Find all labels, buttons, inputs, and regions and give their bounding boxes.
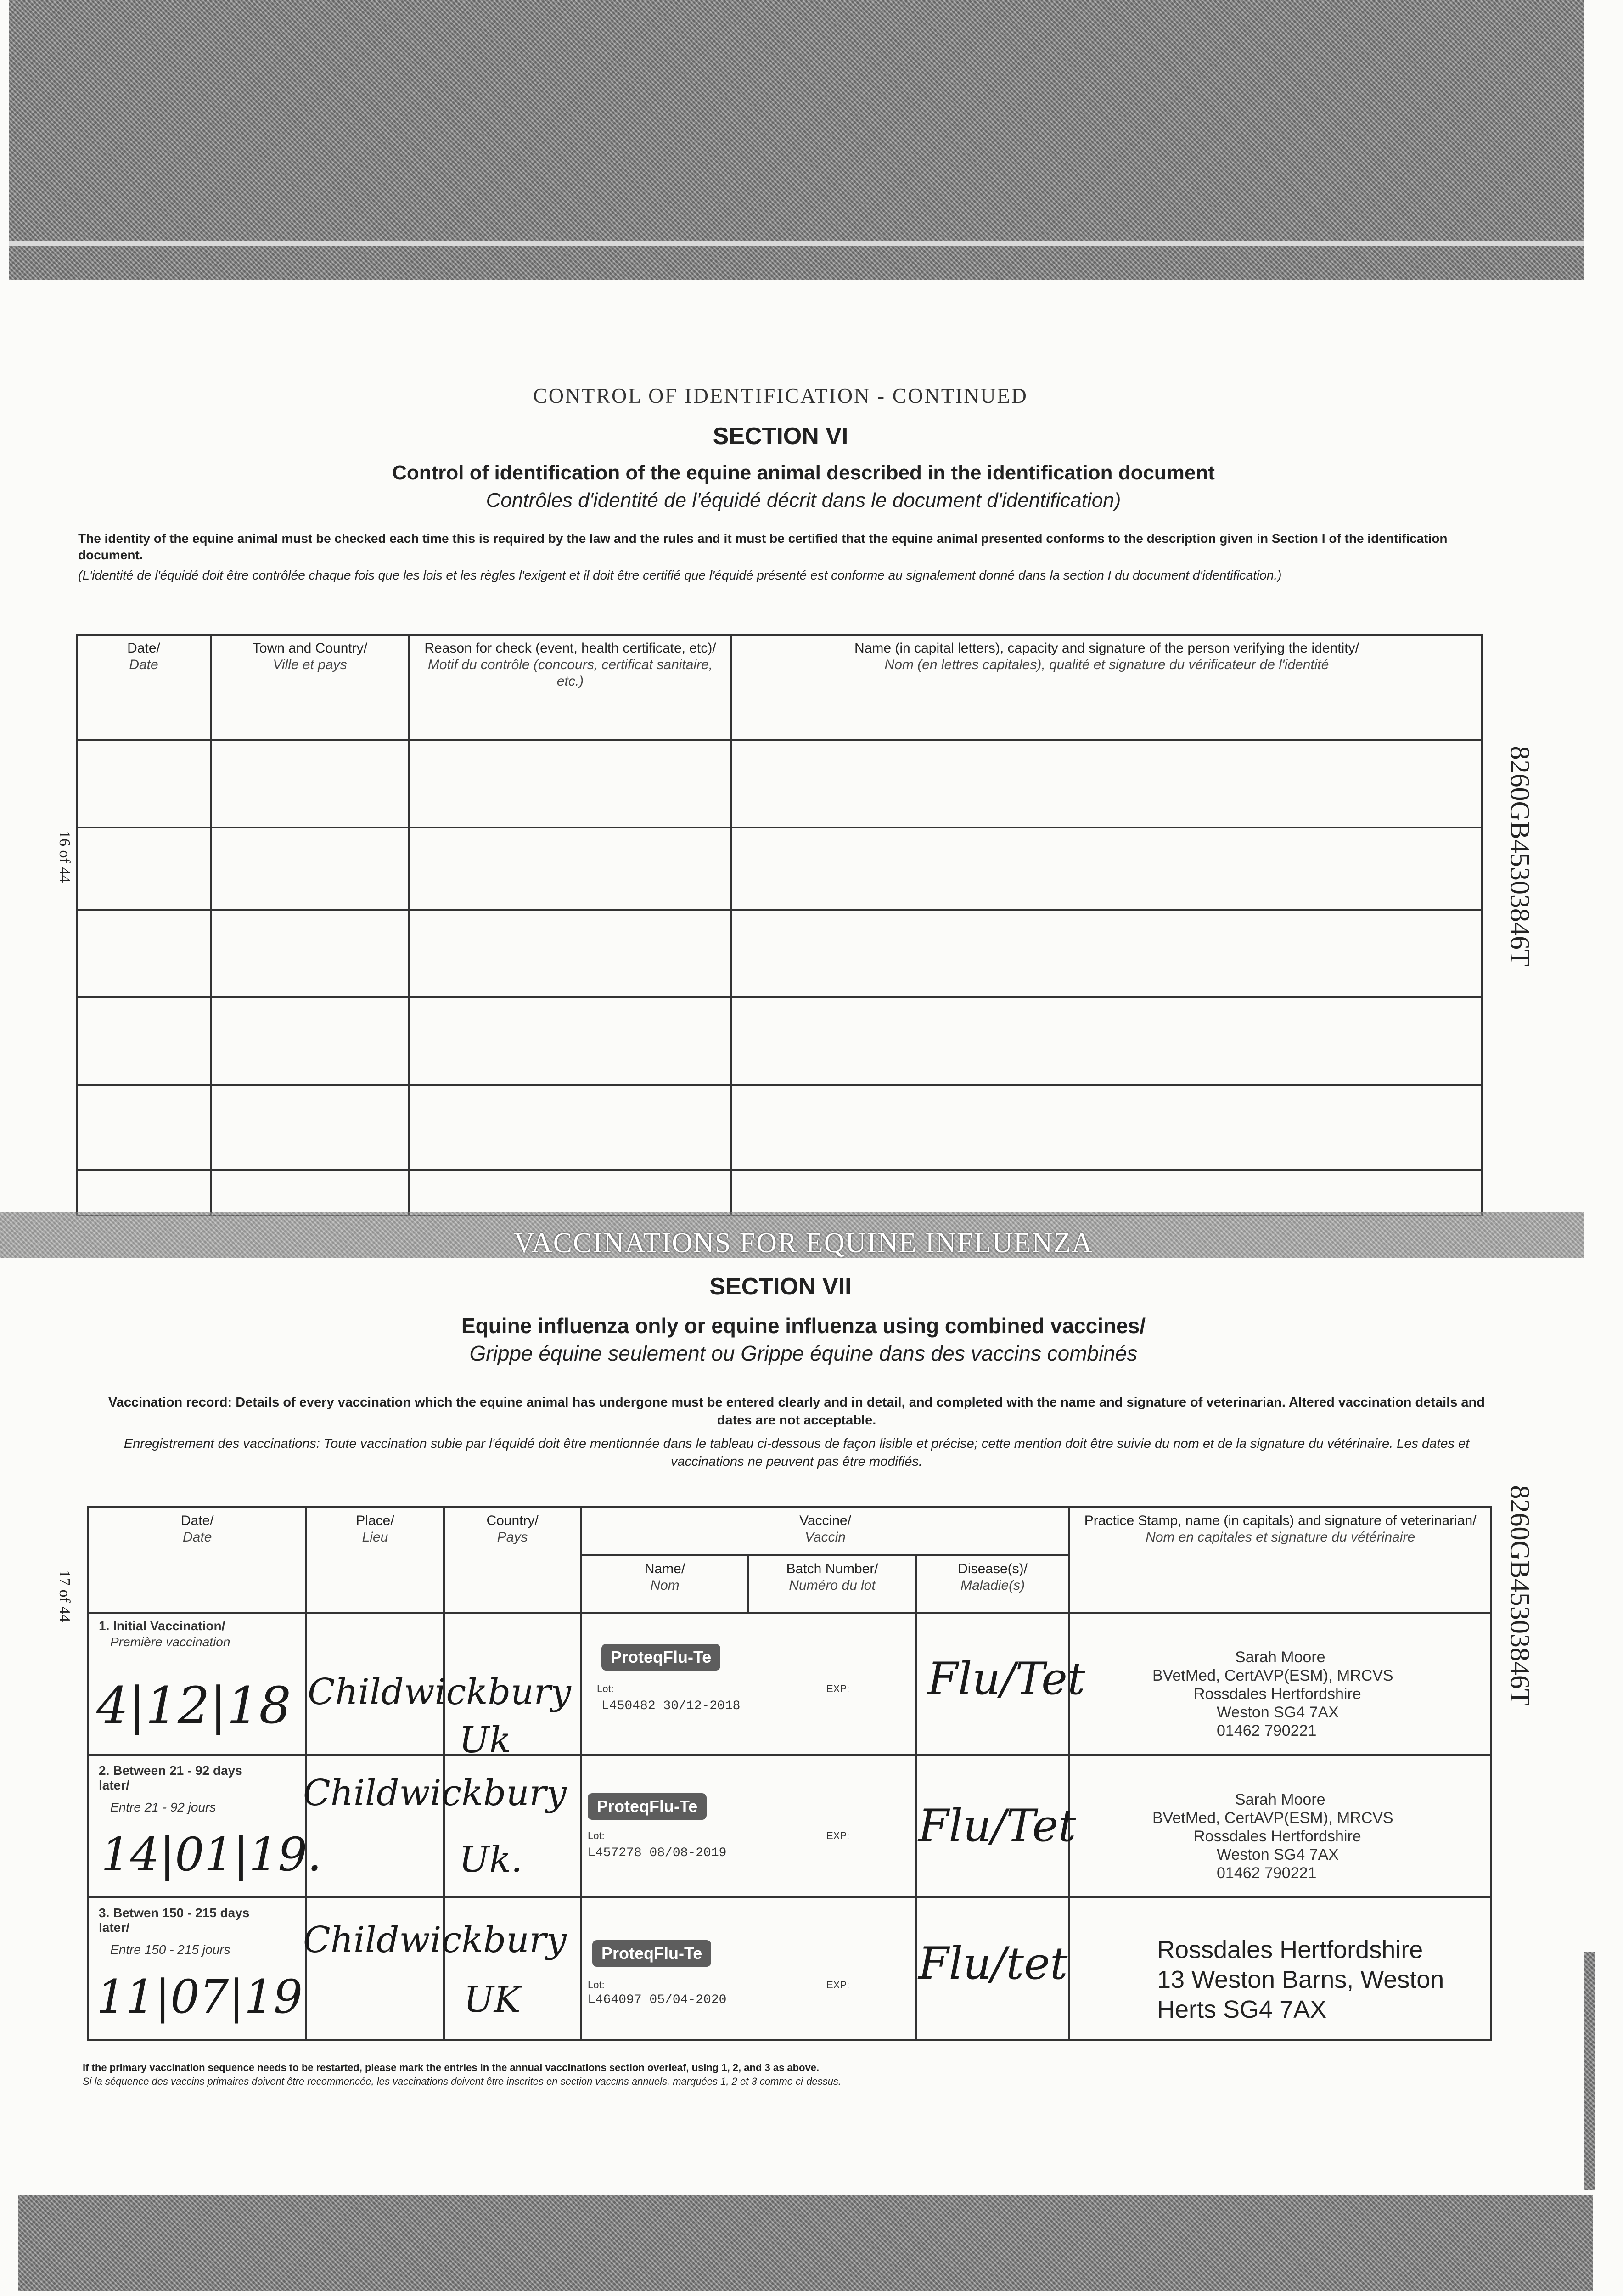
row1-vaccine-stamp: ProteqFlu-Te	[601, 1644, 720, 1671]
col-town: Town and Country/ Ville et pays	[211, 635, 409, 740]
footnote-en: If the primary vaccination sequence needs to be restarted, please mark the entries in the annual vaccinations section overleaf, using 1, 2, and 3 as above.	[83, 2062, 820, 2073]
row3-vet-name: Rossdales Hertfordshire	[1157, 1936, 1423, 1964]
page-label-17: 17 of 44	[56, 1570, 73, 1622]
col-disease: Disease(s)/ Maladie(s)	[916, 1555, 1069, 1613]
col-date: Date/ Date	[77, 635, 211, 740]
row2-batch: L457278 08/08-2019	[588, 1846, 727, 1860]
section-vi-title-fr: Contrôles d'identité de l'équidé décrit dans le document d'identification)	[486, 489, 1121, 512]
row2-date: 14|01|19.	[101, 1828, 322, 1881]
section-vi-banner: CONTROL OF IDENTIFICATION - CONTINUED	[533, 384, 1028, 407]
row3-disease: Flu/tet	[918, 1938, 1068, 1989]
row3-country: UK	[464, 1979, 521, 2020]
section-vi-intro-en: The identity of the equine animal must be checked each time this is required by the law and the rules and it must be certified that the equine animal presented conforms to the description given in Section I of the identification document.	[78, 531, 1448, 563]
row2-vet-quals: BVetMed, CertAVP(ESM), MRCVS	[1152, 1809, 1393, 1827]
row1-disease: Flu/Tet	[927, 1653, 1085, 1705]
row2-country: Uk.	[459, 1839, 522, 1880]
table-row	[77, 1170, 1482, 1216]
table-row	[77, 740, 1482, 827]
section-vii-heading: SECTION VII	[709, 1273, 852, 1300]
row3-label: 3. Betwen 150 - 215 days later/	[99, 1906, 250, 1935]
col-reason: Reason for check (event, health certificate, etc)/ Motif du contrôle (concours, certificat sanitaire, etc.)	[409, 635, 731, 740]
identity-check-table	[76, 634, 1483, 1216]
top-scan-band	[9, 0, 1584, 280]
col-batch: Batch Number/ Numéro du lot	[748, 1555, 916, 1613]
row2-lot-label: Lot:	[588, 1830, 605, 1841]
scan-line	[9, 241, 1584, 246]
row1-vet-quals: BVetMed, CertAVP(ESM), MRCVS	[1152, 1667, 1393, 1684]
section-vii-banner: VACCINATIONS FOR EQUINE INFLUENZA	[514, 1227, 1093, 1259]
row1-lot-label: Lot:	[597, 1683, 614, 1694]
row2-label: 2. Between 21 - 92 days later/	[99, 1763, 242, 1792]
row3-vet-addr2: Herts SG4 7AX	[1157, 1996, 1327, 2023]
vaccination-record-en: Vaccination record: Details of every vaccination which the equine animal has undergone must be entered clearly and in detail, and completed with the name and signature of veterinarian. Altered vaccination details and dates are not acceptable.	[108, 1395, 1485, 1428]
vaccination-record-fr: Enregistrement des vaccinations: Toute vaccination subie par l'équidé doit être mentionnée dans le tableau ci-dessous de façon lisible et précise; cette mention doit être suivie du nom et de la signature du vétérinaire. Les dates et vaccinations ne peuvent pas être modifiés.	[124, 1436, 1470, 1469]
row1-vet-addr: Weston SG4 7AX	[1217, 1704, 1339, 1721]
footnote-fr: Si la séquence des vaccins primaires doivent être recommencée, les vaccinations doivent être inscrites en section vaccins annuels, marquées 1, 2 et 3 comme ci-dessus.	[83, 2076, 842, 2087]
row1-batch: L450482 30/12-2018	[601, 1699, 741, 1713]
page-label-16: 16 of 44	[56, 831, 73, 883]
col-vacc-place: Place/ Lieu	[306, 1507, 444, 1613]
row2-disease: Flu/Tet	[918, 1800, 1076, 1851]
row3-vaccine-stamp: ProteqFlu-Te	[592, 1940, 711, 1967]
col-verifier: Name (in capital letters), capacity and signature of the person verifying the identity/ Nom (en lettres capitales), qualité et signature du vérificateur de l'identité	[731, 635, 1482, 740]
row2-vet-name: Sarah Moore	[1235, 1791, 1325, 1808]
row3-vet-addr1: 13 Weston Barns, Weston	[1157, 1966, 1444, 1993]
row2-label-fr: Entre 21 - 92 jours	[110, 1800, 216, 1814]
section-vi-title-en: Control of identification of the equine animal described in the identification document	[392, 461, 1215, 484]
section-vi-intro-fr: (L'identité de l'équidé doit être contrôlée chaque fois que les lois et les règles l'exigent et il doit être certifié que l'équidé présenté est conforme au signalement donné dans la section I du document d'identification.)	[78, 568, 1282, 582]
bottom-scan-band	[18, 2195, 1593, 2291]
right-scan-edge	[1584, 1952, 1595, 2190]
row1-label-fr: Première vaccination	[110, 1635, 230, 1649]
row2-vet-phone: 01462 790221	[1217, 1864, 1317, 1882]
row3-label-fr: Entre 150 - 215 jours	[110, 1942, 230, 1957]
row3-date: 11|07|19	[96, 1970, 303, 2024]
row3-lot-label: Lot:	[588, 1979, 605, 1991]
row2-exp-label: EXP:	[826, 1830, 850, 1841]
table-row	[77, 1085, 1482, 1170]
col-vaccine: Vaccine/ Vaccin	[581, 1507, 1070, 1555]
col-vet: Practice Stamp, name (in capitals) and signature of veterinarian/ Nom en capitales et signature du vétérinaire	[1069, 1507, 1491, 1613]
row1-label: 1. Initial Vaccination/	[99, 1619, 225, 1633]
table-row	[77, 997, 1482, 1085]
row3-place: Childwickbury	[303, 1919, 567, 1961]
row2-vet-addr: Weston SG4 7AX	[1217, 1846, 1339, 1863]
col-vaccine-name: Name/ Nom	[581, 1555, 749, 1613]
row1-place: Childwickbury	[308, 1671, 571, 1713]
row1-vet-name: Sarah Moore	[1235, 1649, 1325, 1666]
section-vii-title-en: Equine influenza only or equine influenza using combined vaccines/	[461, 1314, 1146, 1338]
col-vacc-country: Country/ Pays	[444, 1507, 581, 1613]
row3-exp-label: EXP:	[826, 1979, 850, 1991]
row1-date: 4|12|18	[96, 1676, 292, 1735]
row2-vet-practice: Rossdales Hertfordshire	[1194, 1828, 1361, 1845]
side-code-bottom: 8260GB45303846T	[1505, 1485, 1535, 1706]
row1-vet-practice: Rossdales Hertfordshire	[1194, 1685, 1361, 1703]
section-vii-title-fr: Grippe équine seulement ou Grippe équine dans des vaccins combinés	[469, 1341, 1138, 1365]
row3-batch: L464097 05/04-2020	[588, 1993, 727, 2007]
table-row	[77, 910, 1482, 997]
row2-vaccine-stamp: ProteqFlu-Te	[588, 1793, 707, 1820]
col-vacc-date: Date/ Date	[88, 1507, 306, 1613]
row2-place: Childwickbury	[303, 1773, 567, 1814]
section-vi-heading: SECTION VI	[713, 423, 848, 450]
row1-exp-label: EXP:	[826, 1683, 850, 1694]
row1-vet-phone: 01462 790221	[1217, 1722, 1317, 1739]
row1-country: Uk	[459, 1720, 511, 1761]
table-row	[77, 827, 1482, 910]
side-code-top: 8260GB45303846T	[1505, 746, 1535, 967]
